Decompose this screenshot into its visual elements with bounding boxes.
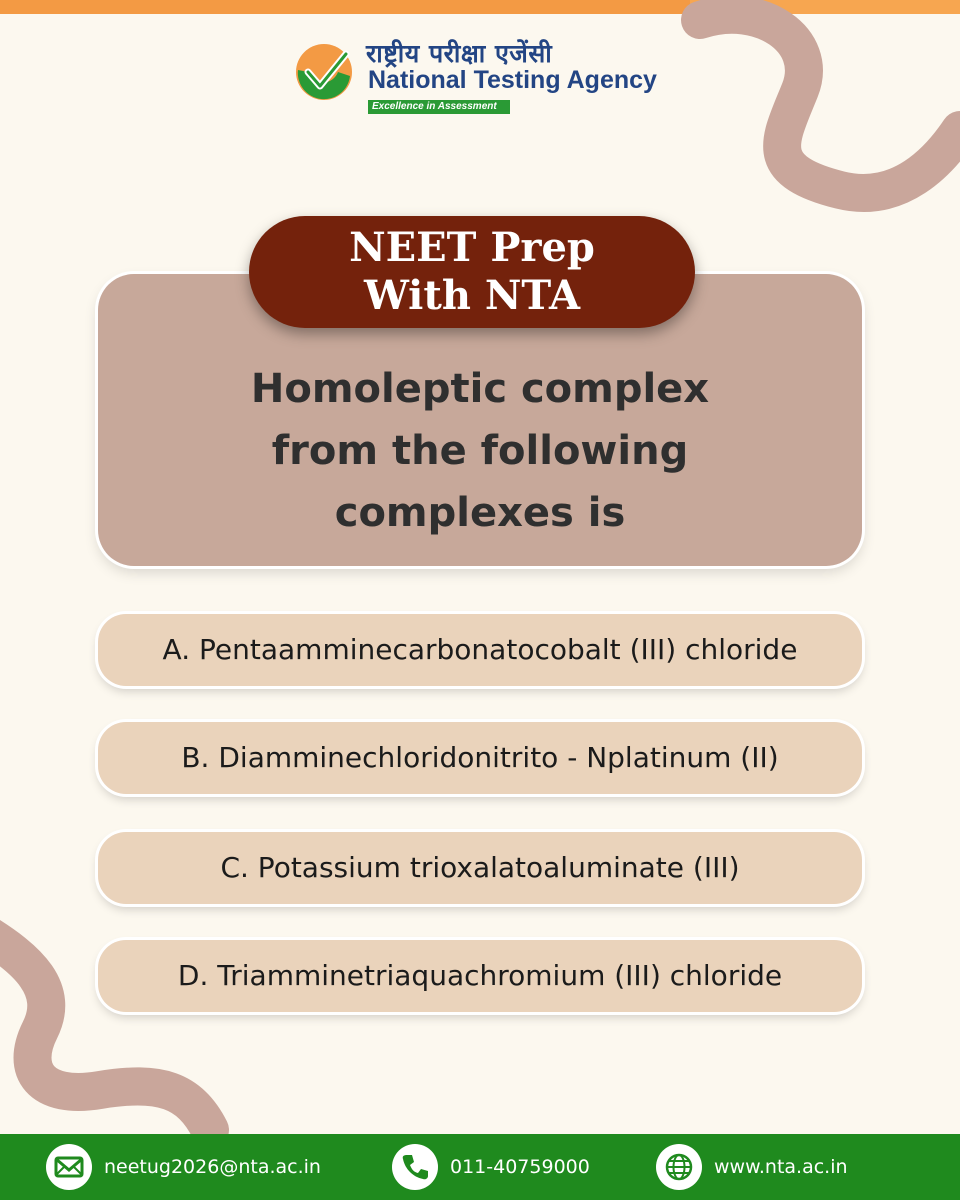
question-line: complexes is <box>334 490 626 536</box>
contact-footer <box>0 1134 960 1200</box>
email-text[interactable]: neetug2026@nta.ac.in <box>104 1156 321 1178</box>
question-line: from the following <box>271 428 689 474</box>
logo-tagline: Excellence in Assessment <box>368 100 510 114</box>
badge-line-1: NEET Prep <box>349 224 595 271</box>
neet-prep-badge <box>249 216 695 328</box>
question-line: Homoleptic complex <box>250 366 710 412</box>
nta-emblem-icon <box>294 42 354 102</box>
logo-english-name: National Testing Agency <box>368 66 657 94</box>
phone-text[interactable]: 011-40759000 <box>450 1156 590 1178</box>
option-b[interactable]: B. Diamminechloridonitrito - Nplatinum (II) <box>98 722 862 794</box>
question-text <box>140 358 820 544</box>
option-d[interactable]: D. Triamminetriaquachromium (III) chloride <box>98 940 862 1012</box>
website-text[interactable]: www.nta.ac.in <box>714 1156 848 1178</box>
mail-icon <box>46 1144 92 1190</box>
logo-hindi-name: राष्ट्रीय परीक्षा एजेंसी <box>366 39 553 68</box>
globe-icon <box>656 1144 702 1190</box>
option-c[interactable]: C. Potassium trioxalatoaluminate (III) <box>98 832 862 904</box>
option-a[interactable]: A. Pentaamminecarbonatocobalt (III) chloride <box>98 614 862 686</box>
badge-line-2: With NTA <box>363 272 581 319</box>
phone-icon <box>392 1144 438 1190</box>
